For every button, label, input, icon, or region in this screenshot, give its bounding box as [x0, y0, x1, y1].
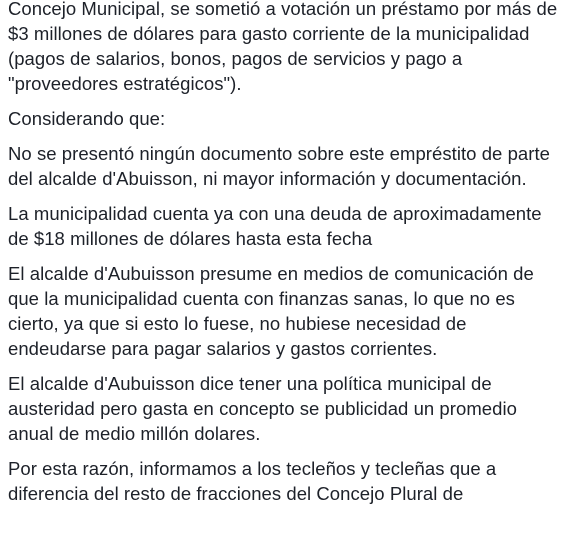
post-paragraph-existing-debt: La municipalidad cuenta ya con una deuda de aproximadamente de $18 millones de dólares hasta esta fecha [8, 203, 542, 249]
post-paragraph-conclusion: Por esta razón, informamos a los tecleños y tecleñas que a diferencia del resto de fracciones del Concejo Plural de [8, 458, 497, 504]
post-text-body [8, 0, 563, 516]
post-paragraph-finances-claim: El alcalde d'Aubuisson presume en medios de comunicación de que la municipalidad cuenta con finanzas sanas, lo que no es cierto, ya que si esto lo fuese, no hubiese necesidad de endeudarse para pagar salarios y gastos corrientes. [8, 263, 534, 359]
post-paragraph-considering: Considerando que: [8, 108, 166, 129]
post-paragraph-loan-vote: Concejo Municipal, se sometió a votación un préstamo por más de $3 millones de dólares para gasto corriente de la municipalidad (pagos de salarios, bonos, pagos de servicios y pago a "proveedores estratégicos"). [8, 0, 558, 94]
post-paragraph-austerity-claim: El alcalde d'Aubuisson dice tener una política municipal de austeridad pero gasta en concepto se publicidad un promedio anual de medio millón dolares. [8, 373, 517, 444]
post-paragraph-no-document: No se presentó ningún documento sobre este empréstito de parte del alcalde d'Abuisson, ni mayor información y documentación. [8, 143, 550, 189]
